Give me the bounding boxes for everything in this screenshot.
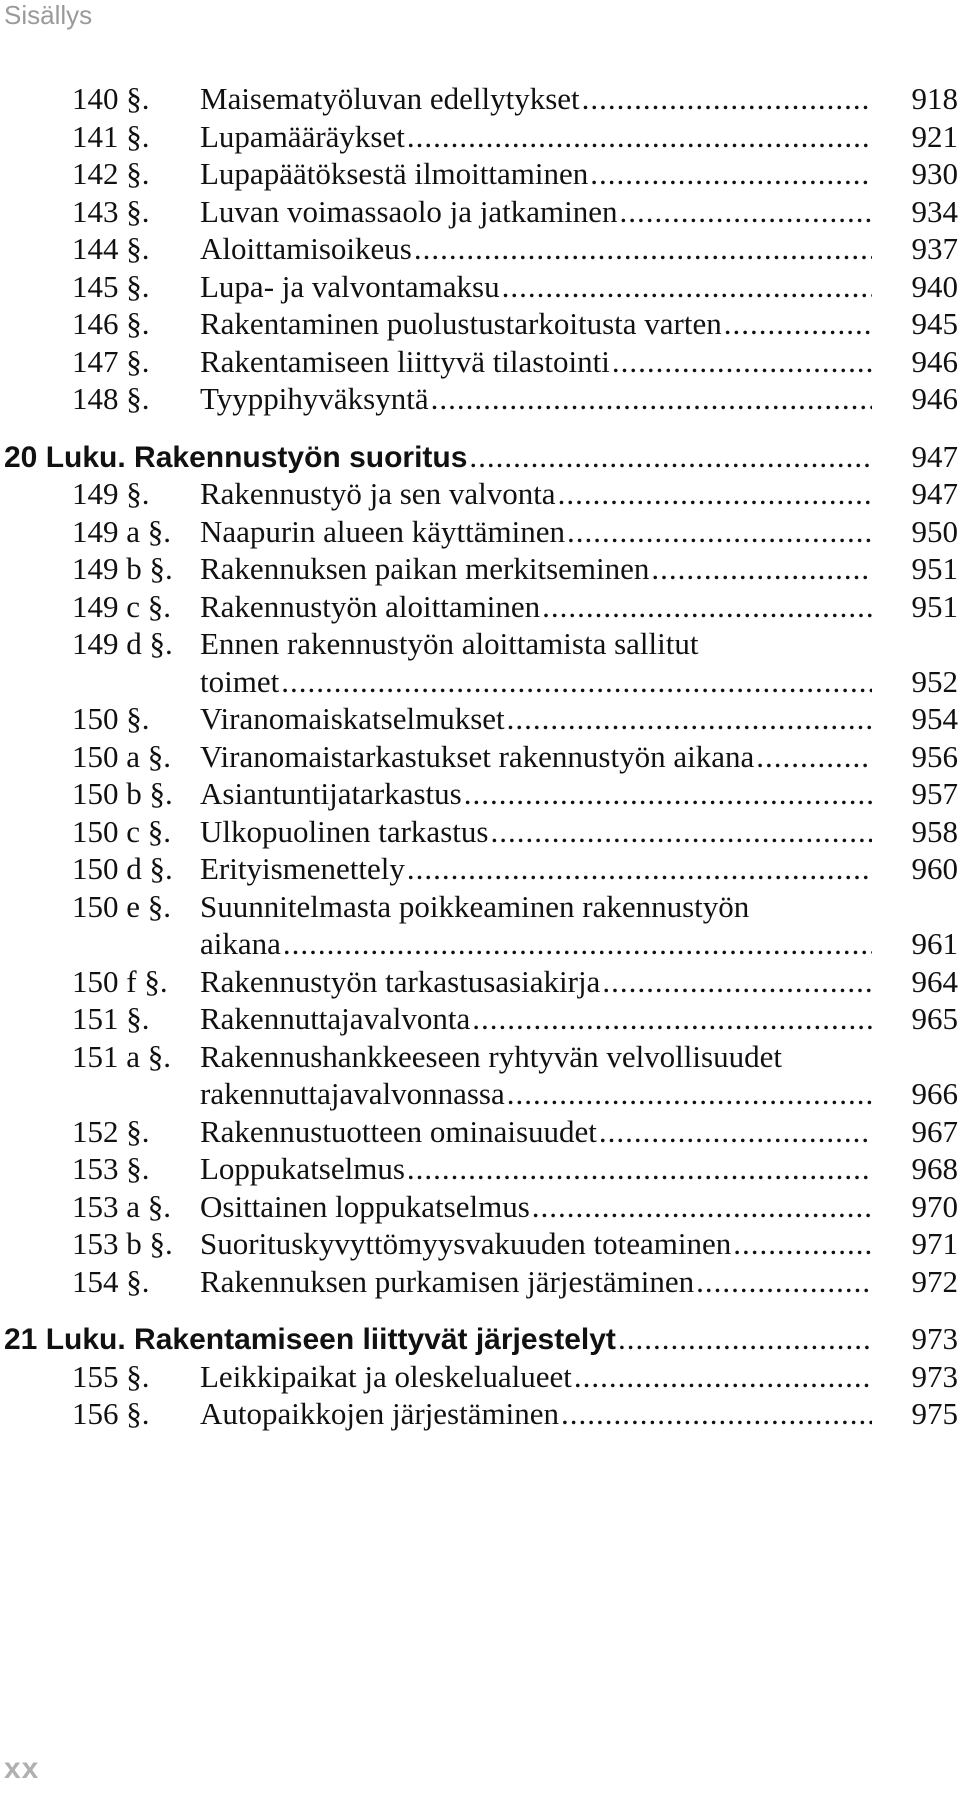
toc-entry-row	[0, 774, 960, 814]
section-title-cont: rakennuttajavalvonnassa	[200, 1076, 505, 1111]
leader-dots	[507, 1074, 872, 1114]
leader-dots	[724, 304, 872, 344]
section-title: Rakennuksen purkamisen järjestäminen	[200, 1263, 695, 1299]
section-number: 142 §.	[72, 156, 150, 191]
toc-entry-row	[0, 1224, 960, 1264]
toc-entry-continuation	[0, 662, 960, 702]
toc-entry-row	[0, 117, 960, 157]
section-title: Erityismenettely	[200, 851, 405, 886]
leader-dots	[431, 379, 872, 419]
page-ref: 956	[911, 738, 958, 774]
entry-title-line	[200, 512, 872, 552]
toc-entry-row	[0, 304, 960, 344]
page-ref: 964	[911, 963, 958, 999]
section-title-cont: toimet	[200, 663, 280, 699]
page-ref: 971	[911, 1226, 958, 1261]
section-number: 150 e §.	[72, 888, 172, 924]
toc-entry-row	[0, 379, 960, 419]
page-ref: 937	[911, 231, 958, 266]
section-title: Lupapäätöksestä ilmoittaminen	[200, 156, 589, 191]
leader-dots	[558, 474, 872, 514]
toc-entry-continuation	[0, 924, 960, 964]
section-number: 147 §.	[72, 343, 150, 379]
section-title: Lupamääräykset	[200, 118, 405, 154]
section-title: Rakennustuotteen ominaisuudet	[200, 1113, 597, 1149]
toc-entry-row	[0, 1149, 960, 1189]
section-title: Osittainen loppukatselmus	[200, 1188, 530, 1224]
leader-dots	[567, 512, 872, 552]
section-title: Maisematyöluvan edellytykset	[200, 81, 580, 116]
entry-title-line	[200, 1112, 872, 1152]
entry-title-line	[200, 304, 872, 344]
toc-entry-row	[0, 887, 960, 927]
leader-dots	[620, 192, 872, 232]
entry-title-line	[200, 1262, 872, 1302]
entry-title-line	[200, 812, 872, 852]
leader-dots	[464, 774, 872, 814]
entry-title-line	[200, 962, 872, 1002]
section-title: Rakennustyön aloittaminen	[200, 588, 541, 624]
section-number: 153 §.	[72, 1151, 150, 1186]
toc-chapter-row	[0, 1319, 960, 1359]
entry-title-line	[200, 229, 872, 269]
leader-dots	[414, 229, 872, 269]
entry-title-continuation	[200, 662, 872, 702]
entry-title-line	[200, 624, 872, 664]
toc-entry-row	[0, 192, 960, 232]
section-number: 149 c §.	[72, 588, 172, 624]
toc-entry-row	[0, 812, 960, 852]
section-number: 152 §.	[72, 1113, 150, 1149]
toc-entry-row	[0, 229, 960, 269]
leader-dots	[574, 1357, 872, 1397]
section-title: Rakennustyön tarkastusasiakirja	[200, 963, 601, 999]
toc-entry-row	[0, 474, 960, 514]
section-title: Rakentaminen puolustustarkoitusta varten	[200, 306, 722, 341]
entry-title-line	[200, 192, 872, 232]
entry-title-line	[200, 887, 872, 927]
section-title: Viranomaiskatselmukset	[200, 701, 505, 736]
leader-dots	[733, 1224, 872, 1264]
page-ref: 940	[911, 268, 958, 304]
section-number: 146 §.	[72, 306, 150, 341]
section-number: 156 §.	[72, 1396, 150, 1431]
toc-entry-row	[0, 624, 960, 664]
page-ref: 946	[911, 381, 958, 416]
section-number: 149 b §.	[72, 551, 173, 586]
entry-title-continuation	[200, 1074, 872, 1114]
page-ref: 966	[911, 1076, 958, 1111]
section-title: Rakentamiseen liittyvä tilastointi	[200, 343, 610, 379]
section-title: Rakennuttajavalvonta	[200, 1001, 471, 1036]
entry-title-line	[200, 1149, 872, 1189]
entry-title-line	[200, 117, 872, 157]
running-header: Sisällys	[4, 0, 93, 30]
entry-title-line	[200, 849, 872, 889]
page-ref: 934	[911, 193, 958, 229]
section-title: Loppukatselmus	[200, 1151, 405, 1186]
toc-entry-row	[0, 587, 960, 627]
page-ref: 968	[911, 1151, 958, 1186]
toc-entry-row	[0, 849, 960, 889]
page-ref: 946	[911, 343, 958, 379]
section-title: Tyyppihyväksyntä	[200, 381, 429, 416]
section-number: 154 §.	[72, 1263, 150, 1299]
leader-dots	[612, 342, 872, 382]
page-ref: 951	[911, 551, 958, 586]
section-title: Autopaikkojen järjestäminen	[200, 1396, 559, 1431]
toc-entry-row	[0, 1187, 960, 1227]
section-title: Luvan voimassaolo ja jatkaminen	[200, 193, 618, 229]
section-number: 140 §.	[72, 81, 150, 116]
toc-entry-row	[0, 1357, 960, 1397]
entry-title-line	[200, 1357, 872, 1397]
section-title: Rakennuksen paikan merkitseminen	[200, 551, 650, 586]
section-title-cont: aikana	[200, 926, 281, 961]
entry-title-line	[200, 999, 872, 1039]
leader-dots	[283, 924, 872, 964]
section-number: 150 d §.	[72, 851, 173, 886]
toc-entry-row	[0, 999, 960, 1039]
section-number: 141 §.	[72, 118, 150, 154]
section-title: Suunnitelmasta poikkeaminen rakennustyön	[200, 888, 750, 924]
page-ref: 952	[911, 663, 958, 699]
page-ref: 973	[911, 1358, 958, 1394]
page-ref: 965	[911, 1001, 958, 1036]
leader-dots	[696, 1262, 872, 1302]
page-ref: 960	[911, 851, 958, 886]
leader-dots	[756, 737, 872, 777]
page-ref: 972	[911, 1263, 958, 1299]
page-ref: 958	[911, 813, 958, 849]
entry-title-continuation	[200, 924, 872, 964]
section-title: Ulkopuolinen tarkastus	[200, 813, 489, 849]
leader-dots	[582, 79, 872, 119]
section-number: 145 §.	[72, 268, 150, 304]
page-ref: 918	[911, 81, 958, 116]
entry-title-line	[200, 1394, 872, 1434]
section-number: 151 a §.	[72, 1038, 172, 1074]
page-number: xx	[4, 1752, 40, 1785]
leader-dots	[281, 662, 872, 702]
page-ref: 967	[911, 1113, 958, 1149]
leader-dots	[469, 437, 872, 477]
leader-dots	[618, 1319, 872, 1359]
chapter-title: 20 Luku. Rakennustyön suoritus	[4, 440, 468, 474]
leader-dots	[407, 117, 872, 157]
section-title: Naapurin alueen käyttäminen	[200, 513, 565, 549]
leader-dots	[602, 962, 872, 1002]
section-title: Viranomaistarkastukset rakennustyön aikana	[200, 738, 755, 774]
page-ref: 975	[911, 1396, 958, 1431]
page-ref: 973	[911, 1321, 958, 1356]
leader-dots	[532, 1187, 872, 1227]
toc-entry-row	[0, 549, 960, 589]
page-ref: 961	[911, 926, 958, 961]
toc-entry-row	[0, 737, 960, 777]
toc-entry-row	[0, 962, 960, 1002]
toc-entry-continuation	[0, 1074, 960, 1114]
entry-title-line	[200, 1187, 872, 1227]
section-number: 143 §.	[72, 193, 150, 229]
page-ref: 957	[911, 776, 958, 811]
section-title: Rakennustyö ja sen valvonta	[200, 476, 556, 511]
section-number: 149 a §.	[72, 513, 172, 549]
page-ref: 970	[911, 1188, 958, 1224]
page-ref: 947	[911, 438, 958, 474]
entry-title-line	[200, 379, 872, 419]
toc-entry-row	[0, 1394, 960, 1434]
section-number: 150 a §.	[72, 738, 172, 774]
leader-dots	[651, 549, 872, 589]
page-ref: 950	[911, 513, 958, 549]
leader-dots	[490, 812, 872, 852]
leader-dots	[507, 699, 872, 739]
section-number: 150 c §.	[72, 813, 172, 849]
section-number: 149 d §.	[72, 626, 173, 661]
entry-title-line	[200, 79, 872, 119]
section-title: Ennen rakennustyön aloittamista sallitut	[200, 626, 699, 661]
section-title: Suorituskyvyttömyysvakuuden toteaminen	[200, 1226, 732, 1261]
section-number: 144 §.	[72, 231, 150, 266]
section-number: 153 a §.	[72, 1188, 172, 1224]
toc-entry-row	[0, 699, 960, 739]
toc-chapter-row	[0, 437, 960, 477]
section-number: 149 §.	[72, 476, 150, 511]
chapter-title: 21 Luku. Rakentamiseen liittyvät järjestelyt	[4, 1323, 616, 1356]
entry-title-line	[200, 1224, 872, 1264]
section-number: 150 f §.	[72, 963, 168, 999]
entry-title-line	[200, 774, 872, 814]
entry-title-line	[200, 549, 872, 589]
toc-entry-row	[0, 154, 960, 194]
toc-entry-row	[0, 1262, 960, 1302]
toc-entry-row	[0, 267, 960, 307]
section-title: Lupa- ja valvontamaksu	[200, 268, 500, 304]
entry-title-line	[200, 699, 872, 739]
toc-entry-row	[0, 79, 960, 119]
section-number: 153 b §.	[72, 1226, 173, 1261]
entry-title-line	[200, 154, 872, 194]
entry-title-line	[200, 474, 872, 514]
section-title: Rakennushankkeeseen ryhtyvän velvollisuudet	[200, 1038, 782, 1074]
leader-dots	[542, 587, 872, 627]
section-title: Leikkipaikat ja oleskelualueet	[200, 1358, 572, 1394]
page-ref: 945	[911, 306, 958, 341]
page-ref: 947	[911, 476, 958, 511]
leader-dots	[561, 1394, 872, 1434]
leader-dots	[599, 1112, 872, 1152]
section-number: 151 §.	[72, 1001, 150, 1036]
entry-title-line	[200, 737, 872, 777]
page-ref: 951	[911, 588, 958, 624]
toc-entry-row	[0, 1037, 960, 1077]
chapter-heading	[4, 1319, 872, 1360]
leader-dots	[590, 154, 872, 194]
toc-entry-row	[0, 1112, 960, 1152]
chapter-heading	[4, 437, 872, 478]
page-ref: 921	[911, 118, 958, 154]
entry-title-line	[200, 1037, 872, 1077]
entry-title-line	[200, 342, 872, 382]
section-number: 148 §.	[72, 381, 150, 416]
leader-dots	[407, 1149, 872, 1189]
toc-entry-row	[0, 512, 960, 552]
section-number: 150 b §.	[72, 776, 173, 811]
entry-title-line	[200, 267, 872, 307]
entry-title-line	[200, 587, 872, 627]
page-ref: 930	[911, 156, 958, 191]
page-ref: 954	[911, 701, 958, 736]
toc-entry-row	[0, 342, 960, 382]
section-title: Asiantuntijatarkastus	[200, 776, 462, 811]
section-number: 155 §.	[72, 1358, 150, 1394]
section-number: 150 §.	[72, 701, 150, 736]
leader-dots	[502, 267, 872, 307]
leader-dots	[472, 999, 872, 1039]
section-title: Aloittamisoikeus	[200, 231, 412, 266]
leader-dots	[407, 849, 872, 889]
